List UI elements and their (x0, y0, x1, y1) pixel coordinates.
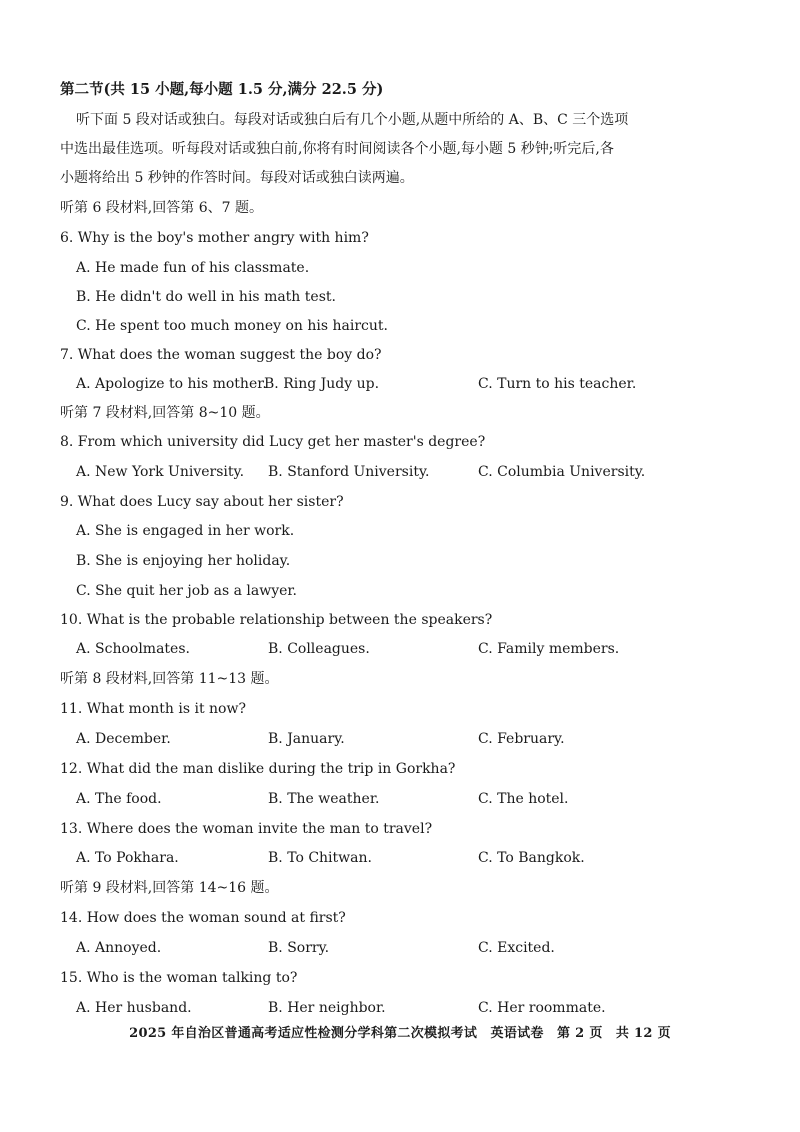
prompt-passage-6: 听第 6 段材料,回答第 6、7 题。 (60, 200, 263, 216)
question-14-option-b: B. Sorry. (268, 940, 330, 956)
question-7-option-c: C. Turn to his teacher. (478, 376, 637, 392)
question-7-option-a: A. Apologize to his mother. (76, 376, 267, 392)
question-15-stem: 15. Who is the woman talking to? (60, 970, 298, 986)
question-8-option-c: C. Columbia University. (478, 464, 646, 480)
question-14-option-c: C. Excited. (478, 940, 555, 956)
question-9-option-c: C. She quit her job as a lawyer. (76, 583, 297, 599)
question-9-option-b: B. She is enjoying her holiday. (76, 553, 291, 569)
question-6-stem: 6. Why is the boy's mother angry with him? (60, 230, 369, 246)
question-12-stem: 12. What did the man dislike during the trip in Gorkha? (60, 761, 456, 777)
prompt-passage-7: 听第 7 段材料,回答第 8~10 题。 (60, 405, 270, 421)
question-13-stem: 13. Where does the woman invite the man to travel? (60, 821, 433, 837)
question-12-option-c: C. The hotel. (478, 791, 569, 807)
question-15-option-c: C. Her roommate. (478, 1000, 606, 1016)
question-8-option-b: B. Stanford University. (268, 464, 430, 480)
question-8-option-a: A. New York University. (76, 464, 245, 480)
instructions-line-2: 中选出最佳选项。听每段对话或独白前,你将有时间阅读各个小题,每小题 5 秒钟;听完后,各 (60, 141, 614, 157)
question-14-stem: 14. How does the woman sound at first? (60, 910, 346, 926)
question-9-stem: 9. What does Lucy say about her sister? (60, 494, 344, 510)
page-footer: 2025 年自治区普通高考适应性检测分学科第二次模拟考试 英语试卷 第 2 页 共 12 页 (129, 1026, 671, 1041)
question-11-stem: 11. What month is it now? (60, 701, 246, 717)
question-12-option-b: B. The weather. (268, 791, 380, 807)
instructions-line-1: 听下面 5 段对话或独白。每段对话或独白后有几个小题,从题中所给的 A、B、C 三个选项 (76, 112, 629, 128)
question-14-option-a: A. Annoyed. (76, 940, 162, 956)
question-13-option-a: A. To Pokhara. (76, 850, 179, 866)
question-13-option-c: C. To Bangkok. (478, 850, 585, 866)
question-7-stem: 7. What does the woman suggest the boy do? (60, 347, 382, 363)
question-10-option-a: A. Schoolmates. (76, 641, 190, 657)
question-15-option-a: A. Her husband. (76, 1000, 192, 1016)
question-7-option-b: B. Ring Judy up. (264, 376, 380, 392)
question-11-option-a: A. December. (76, 731, 171, 747)
question-11-option-c: C. February. (478, 731, 565, 747)
prompt-passage-8: 听第 8 段材料,回答第 11~13 题。 (60, 671, 279, 687)
prompt-passage-9: 听第 9 段材料,回答第 14~16 题。 (60, 880, 279, 896)
question-12-option-a: A. The food. (76, 791, 162, 807)
instructions-line-3: 小题将给出 5 秒钟的作答时间。每段对话或独白读两遍。 (60, 170, 414, 186)
question-6-option-b: B. He didn't do well in his math test. (76, 289, 336, 305)
section-header: 第二节(共 15 小题,每小题 1.5 分,满分 22.5 分) (60, 81, 384, 98)
question-10-option-c: C. Family members. (478, 641, 620, 657)
question-13-option-b: B. To Chitwan. (268, 850, 372, 866)
question-6-option-a: A. He made fun of his classmate. (76, 260, 310, 276)
question-8-stem: 8. From which university did Lucy get her master's degree? (60, 434, 486, 450)
question-15-option-b: B. Her neighbor. (268, 1000, 386, 1016)
question-11-option-b: B. January. (268, 731, 345, 747)
question-10-option-b: B. Colleagues. (268, 641, 370, 657)
question-10-stem: 10. What is the probable relationship between the speakers? (60, 612, 493, 628)
question-6-option-c: C. He spent too much money on his haircut. (76, 318, 388, 334)
question-9-option-a: A. She is engaged in her work. (76, 523, 295, 539)
